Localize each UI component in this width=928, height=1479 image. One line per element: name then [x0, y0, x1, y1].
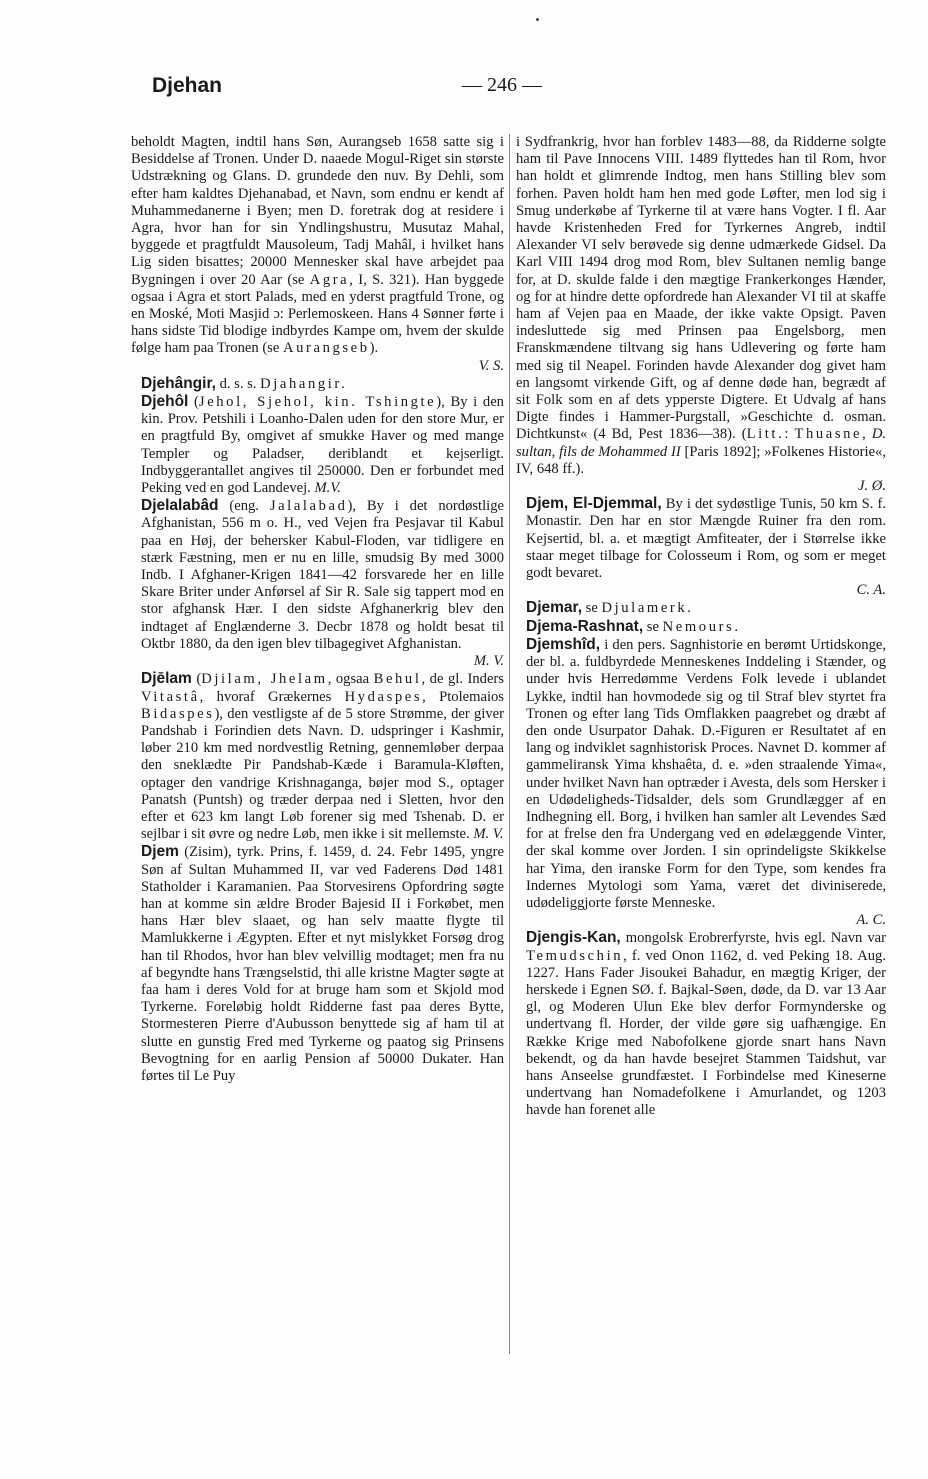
literature-author: Thuasne [794, 426, 863, 443]
entry-headword: Djem, El-Djemmal, [526, 495, 662, 513]
cross-reference: Djulamerk. [601, 600, 694, 617]
column-divider [509, 134, 510, 1354]
entry-text: d. s. s. [215, 375, 261, 392]
entry-text: : [784, 426, 795, 443]
entry-headword: Djengis-Kan, [526, 929, 621, 947]
alternate-name: Behul [373, 671, 422, 688]
entry-djelalabad [131, 497, 504, 670]
entry-text: (eng. [218, 498, 270, 515]
alternate-name: Djilam, Jhelam [201, 671, 328, 688]
entry-text: By i det sydøstlige Tunis, 50 km S. f. Monastir. Den har en stor Mængde Ruiner fra den rom. Kejsertid, bl. a. et mægtigt Amfiteater, der i Størrelse ikke staar meget tilbage for Colosseum i Rom, og som er meget godt bevaret. [526, 496, 886, 582]
entry-djehangir [131, 375, 504, 393]
entry-headword: Djem [141, 843, 179, 861]
entry-text: , Ptolemaios [422, 688, 504, 705]
entry-djem-continued [516, 134, 886, 495]
alternate-name: Temudschin [526, 947, 624, 964]
entry-text: se [582, 600, 602, 617]
entry-djengis-kan [516, 929, 886, 1119]
running-headword: Djehan [152, 74, 223, 97]
entry-djem [131, 843, 504, 1085]
cross-reference: Djahangir. [260, 375, 348, 392]
entry-text: i Sydfrankrig, hvor han forblev 1483—88, da Ridderne solgte ham til Pave Innocens VIII. 1489 flyttedes han til Rom, hvor han holdt et glimrende Indtog, men hans Stilling blev som forhen. Paven holdt ham hen med gode Løfter, men lod sig i Smug underkøbe af Tyrkerne til at være hans Vogter. I fl. Aar havde Kristenheden Fred for Tyrkernes Angreb, indtil Alexander VI selv berøvede sig denne udmærkede Gidsel. Da Karl VIII 1494 drog mod Rom, blev Sultanen nemlig bange for, at D. skulde falde i den mægtige Frankerkonges Hænder, og for at hindre dette opfordrede han Alexander VI til at skaffe ham af Vejen paa en Maade, der ikke vakte Opsigt. Paven indesluttede sig med Prinsen paa Engelsborg, men Franskmændene tiltvang sig hans Udlevering og førte ham med sig til Neapel. Forinden havde Alexander dog givet ham en langsomt virkende Gift, og af denne døde han, begrædt af sit Folk som en af dets ypperste Digtere. Et Udvalg af hans Digte findes i Hammer-Purgstall, »Geschichte d. osman. Dichtkunst« (4 Bd, Pest 1836—38). ( [516, 134, 886, 443]
entry-text: , ogsaa [327, 671, 374, 688]
entry-text: se [643, 618, 663, 635]
entry-djehan-continued [131, 134, 504, 375]
entry-text: i den pers. Sagnhistorie en berømt Urtidskonge, der bl. a. fuldbyrdede Menneskenes Inddeling i Stænder, og under hvis Herredømme Verdens Folk levede i ublandet Lykke, indtil han hovmodede sig og til Straf blev styrtet fra Tronen og efter lang Tids Omflakken paagrebet og dræbt af den onde Usurpator Dahak. D.-Figuren er Resultatet af en lang og indviklet sagnhistorisk Proces. Navnet D. kommer af gammeliransk Yima khshaêta, d. e. »den straalende Yima«, under hvilket Navn han optræder i Avesta, dels som Hersker i en Udødeligheds-Tidsalder, dels som Grundlægger af en Indhegning ell. Borg, i hvilken han samler alt Levendes Sæd for at frelse den fra Undergang ved en ødelæggende Vinter, der skal komme over Jorden. I sin oprindeligste Skikkelse har Yima, den iranske Form for den Type, som kendes fra Indernes Mytologi som Yama, været det diviniserede, udødeliggjorte første Menneske. [526, 636, 886, 911]
author-signature: C. A. [856, 582, 886, 599]
cross-reference: Aurangseb [283, 340, 370, 357]
entry-text: ( [188, 394, 199, 411]
entry-text: ). [369, 340, 379, 357]
left-column [131, 134, 504, 1085]
entry-text: (Zisim), tyrk. Prins, f. 1459, d. 24. Febr 1495, yngre Søn af Sultan Muhammed II, var ved Faderens Død 1481 Statholder i Karamanien. Paa Storvesirens Opfordring søgte han at komme sin ældre Broder Bajesid II i Forkøbet, men hans Hær blev slaaet, og han selv maatte flygte til Mamlukkerne i Ægypten. Efter et nyt mislykket Forsøg drog han til Rhodos, hvor han blev velvillig modtaget; men fra nu af begyndte hans Trængselstid, thi alle kristne Magter søgte at faa ham i deres Vold for at bruge ham som et Skjold mod Tyrkerne. Foreløbig holdt Ridderne fast paa deres Bytte, Stormesteren Pierre d'Aubusson benyttede sig af ham til at slutte en gunstig Fred med Tyrkerne og paatog sig Prinsens Bevogtning for en aarlig Pension af 50000 Dukater. Han førtes til Le Puy [141, 844, 504, 1084]
page-number: — 246 — [462, 74, 542, 96]
literature-label: Litt. [746, 426, 785, 443]
author-signature: A. C. [856, 912, 886, 929]
entry-text: beholdt Magten, indtil hans Søn, Aurangseb 1658 satte sig i Besiddelse af Tronen. Under D. naaede Mogul-Riget sin største Udstrækning og Glans. D. grundede den nuv. By Dehli, som efter ham kaldtes Djehanabad, et Navn, som endnu er kendt af Muhammedanerne i Byen; men D. foretrak dog at residere i Agra, hvor han for sin Yndlingshustru, Musutaz Mahal, byggede et pragtfuldt Mausoleum, Tadj Mahâl, i hvilket hans Lig siden bisattes; 20000 Mennesker skal have arbejdet paa Bygningen i over 20 Aar (se [131, 134, 504, 288]
author-signature: M.V. [314, 480, 341, 497]
alternate-name: Hydaspes [344, 688, 423, 705]
author-signature: V. S. [478, 357, 504, 374]
entry-text: , de gl. Inders [421, 671, 504, 688]
entry-text: ( [191, 671, 202, 688]
entry-text: , f. ved Onon 1162, d. ved Peking 18. Aug. 1227. Hans Fader Jisoukei Bahadur, en mægtig Kriger, der herskede i Egnen SØ. f. Bajkal-Søen, døde, da D. var 13 Aar gl, og Moderen Ulun Eke blev derfor Formynderske og undertvang fl. Horder, der vilde gøre sig uafhængige. En Række Krige med Nabofolkene gjorde snart hans Navn bekendt, og da han havde besejret Stammen Taidshut, var hans Anseelse grundfæstet. I Forbindelse med Kineserne undertvang han Nomadefolkene i Amurlandet, og 1203 havde han forenet alle [526, 947, 886, 1119]
entry-text: ), By i det nordøstlige Afghanistan, 556 m o. H., ved Vejen fra Pesjavar til Kabul paa en Høj, der behersker Kabul-Floden, var tidligere en stærk Fæstning, men er nu en lille, smudsig By med 3000 Indb. I Afghaner-Krigen 1841—42 forsvarede her en lille Skare Briter under Anførsel af Sir R. Sale sig tappert mod en stor afghansk Hær. I den sidste Afghanerkrig blev den indtaget af Englænderne 3. Decbr 1878 og holdt besat til Oktbr 1880, da den igen blev tilbagegivet Afghanistan. [141, 498, 504, 652]
entry-headword: Djemar, [526, 599, 583, 617]
cross-reference: Agra [309, 271, 350, 288]
entry-text: [Paris 1892]; »Folkenes Historie«, IV, 648 ff.). [516, 443, 886, 477]
entry-headword: Djehôl [141, 393, 189, 411]
entry-text: ), den vestligste af de 5 store Strømme, der giver Pandshab i Forindien dets Navn. D. udspringer i Kashmir, løber 210 km med nordvestlig Retning, gennemløber derpaa den sneklædte Pir Pandshab-Kæde i Baramula-Kløften, optager den vandrige Krishnaganga, bøjer mod S., optager Panatsh (Puntsh) og træder derpaa ned i Sletten, hvor den efter et 623 km langt Løb forener sig med Tshenab. D. er sejlbar i sit øvre og nedre Løb, men ikke i sit mellemste. [141, 705, 504, 843]
alternate-name: Jalalabad [269, 498, 348, 515]
entry-text: ), By i den kin. Prov. Petshili i Loanho-Dalen uden for den store Mur, er en pragtfuld By, omgivet af smukke Haver og med mange Templer og Paladser, deriblandt et kejserligt. Indbyggerantallet angives til 250000. Den er forbundet med Peking ved en god Landevej. [141, 394, 504, 497]
entry-headword: Djelalabâd [141, 497, 219, 515]
entry-djema-rashnat [516, 618, 886, 636]
entry-text: , I, S. 321). Han byggede ogsaa i Agra et stort Palads, med en yderst pragtfuld Trone, og en Moské, Moti Masjid ɔ: Perlemoskeen. Hans 4 Sønner førte i hans sidste Tid blodige indbyrdes Kampe om, hvem der skulde følge ham paa Tronen (se [131, 271, 504, 357]
entry-headword: Djemshîd, [526, 635, 601, 653]
entry-headword: Djema-Rashnat, [526, 617, 644, 635]
page-header [152, 74, 892, 104]
alternate-name: Vitastâ [141, 688, 200, 705]
entry-djehol [131, 393, 504, 497]
author-signature: M. V. [473, 826, 504, 843]
entry-djelam [131, 670, 504, 843]
cross-reference: Nemours. [662, 618, 741, 635]
alternate-name: Jehol, Sjehol, kin. Tshingte [198, 394, 437, 411]
literature-title: D. sultan, fils de Mohammed II [516, 426, 887, 460]
entry-text: , [862, 426, 872, 443]
entry-djemshid [516, 636, 886, 929]
author-signature: J. Ø. [858, 478, 886, 495]
entry-headword: Djehângir, [141, 374, 216, 392]
alternate-name: Bidaspes [141, 705, 215, 722]
right-column [516, 134, 886, 1120]
entry-text: , hvoraf Grækernes [199, 688, 345, 705]
entry-headword: Djēlam [141, 670, 192, 688]
print-speck [536, 18, 539, 21]
entry-text: mongolsk Erobrerfyrste, hvis egl. Navn var [620, 930, 886, 947]
author-signature: M. V. [473, 653, 504, 670]
entry-djemar [516, 599, 886, 617]
entry-djem-el-djemmal [516, 495, 886, 599]
